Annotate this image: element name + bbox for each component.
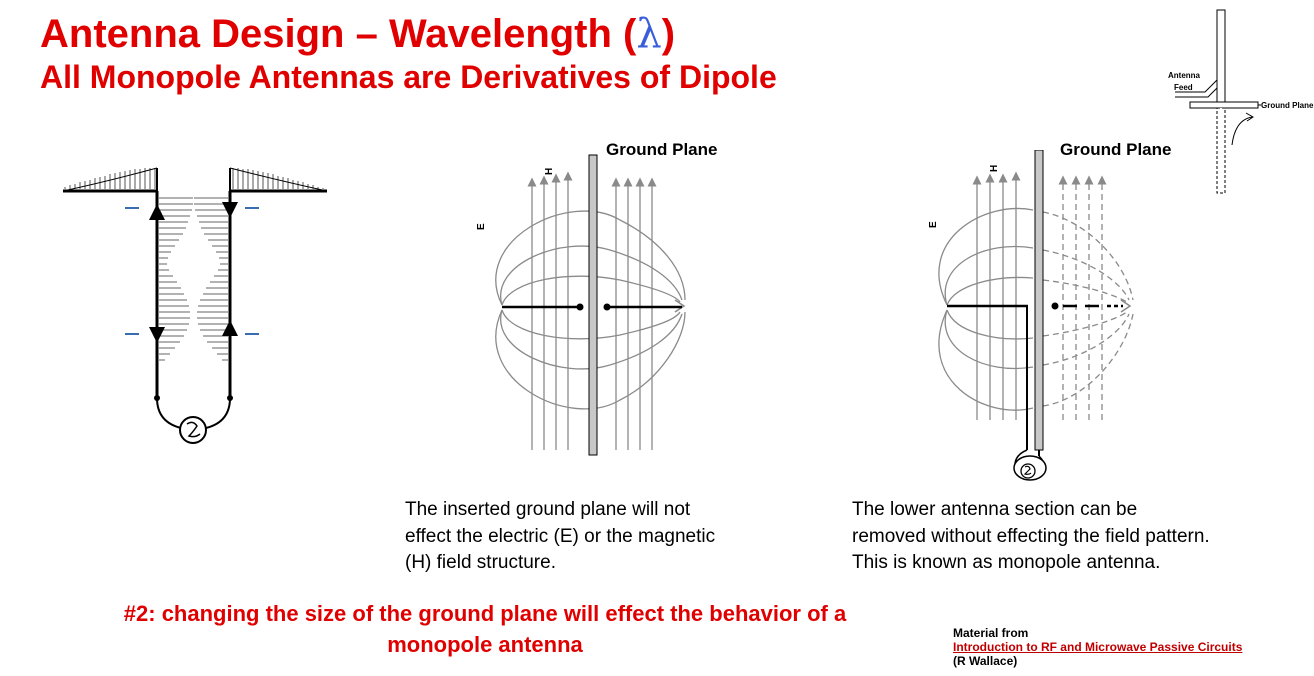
antenna-feed-label-1: Antenna [1168, 71, 1200, 80]
caption-monopole-field [852, 497, 1210, 577]
h-field-label-2: H [989, 164, 1000, 172]
reference-block [953, 626, 1242, 668]
slide-title [40, 10, 675, 58]
note-line-1: #2: changing the size of the ground plane will effect the behavior of a [123, 601, 847, 626]
ground-plane-label-1: Ground Plane [606, 140, 718, 159]
reference-link[interactable]: Introduction to RF and Microwave Passive Circuits [953, 640, 1243, 654]
caption-line: This is known as monopole antenna. [852, 552, 1161, 573]
inset-ground-plane-label: Ground Plane [1261, 101, 1314, 110]
slide-subtitle: All Monopole Antennas are Derivatives of Dipole [40, 59, 777, 95]
ground-plane-note [40, 598, 930, 660]
caption-line: The lower antenna section can be [852, 499, 1138, 520]
e-field-label-2: E [928, 221, 939, 228]
e-field-label-1: E [476, 223, 487, 230]
note-line-2: monopole antenna [387, 632, 583, 657]
reference-prefix: Material from [953, 626, 1029, 640]
monopole-field-diagram [915, 150, 1175, 490]
antenna-feed-label-2: Feed [1174, 83, 1193, 92]
lambda-symbol: λ [636, 11, 662, 57]
title-text: Antenna Design – Wavelength ( [40, 12, 637, 56]
caption-dipole-field [405, 497, 715, 577]
caption-line: removed without effecting the field pattern. [852, 525, 1210, 547]
dipole-current-diagram [55, 160, 345, 450]
caption-line: effect the electric (E) or the magnetic [405, 525, 716, 547]
dipole-field-diagram [470, 150, 730, 460]
h-field-label-1: H [544, 167, 555, 175]
reference-author: (R Wallace) [953, 654, 1018, 668]
monopole-inset-diagram [1160, 5, 1314, 200]
caption-line: (H) field structure. [405, 552, 556, 573]
ground-plane-label-2: Ground Plane [1060, 140, 1172, 159]
caption-line: The inserted ground plane will not [405, 499, 691, 520]
title-close: ) [661, 12, 676, 56]
